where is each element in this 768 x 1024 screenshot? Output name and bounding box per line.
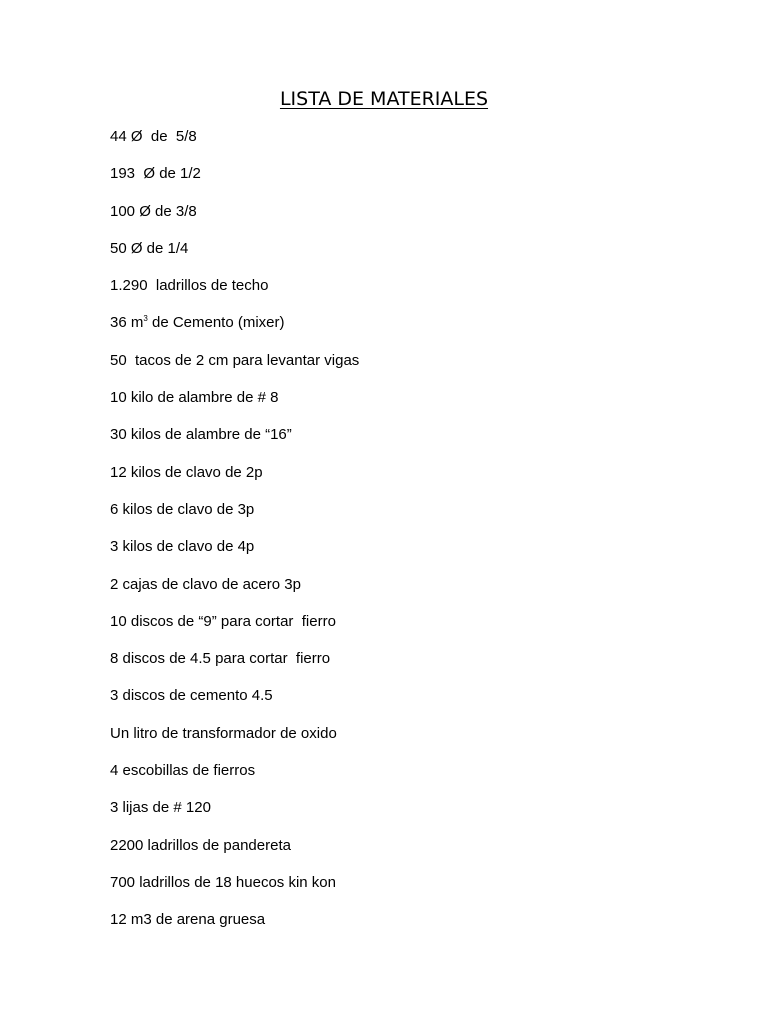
list-item: 1.290 ladrillos de techo [110,277,269,295]
list-item [110,314,359,351]
list-item: 2200 ladrillos de pandereta [110,836,291,854]
list-item: 700 ladrillos de 18 huecos kin kon [110,873,336,891]
list-item: 10 discos de “9” para cortar fierro [110,612,336,630]
list-item: 6 kilos de clavo de 3p [110,500,255,518]
list-item: 12 kilos de clavo de 2p [110,463,263,481]
superscript-exponent: 3 [143,314,148,324]
list-item: 2 cajas de clavo de acero 3p [110,575,301,593]
list-item: 3 discos de cemento 4.5 [110,687,273,705]
list-item: 3 lijas de # 120 [110,799,211,817]
list-item-text: de Cemento (mixer) [147,314,285,332]
materials-list [110,128,359,949]
list-item: 12 m3 de arena gruesa [110,911,266,929]
list-item: 50 tacos de 2 cm para levantar vigas [110,351,360,369]
list-item: 10 kilo de alambre de # 8 [110,389,279,407]
list-item: 50 Ø de 1/4 [110,239,189,257]
list-item: 30 kilos de alambre de “16” [110,426,292,444]
list-item: 4 escobillas de fierros [110,762,256,780]
document-title: LISTA DE MATERIALES [279,88,489,110]
list-item: Un litro de transformador de oxido [110,724,337,742]
list-item: 8 discos de 4.5 para cortar fierro [110,650,331,668]
list-item-text: 36 m [110,314,144,332]
list-item: 44 Ø de 5/8 [110,128,197,145]
list-item: 100 Ø de 3/8 [110,202,197,220]
list-item: 3 kilos de clavo de 4p [110,538,255,556]
list-item: 193 Ø de 1/2 [110,165,201,183]
